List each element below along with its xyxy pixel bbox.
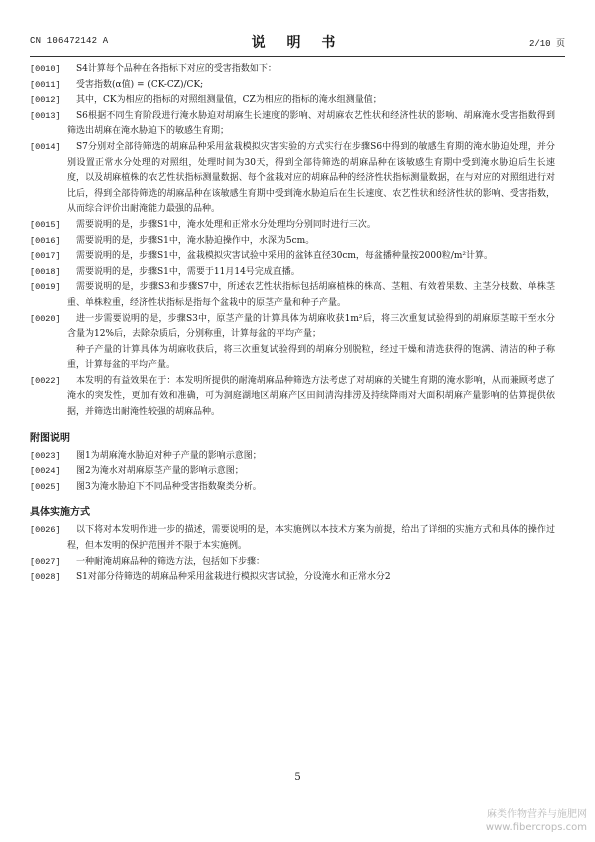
paragraph (30, 464, 555, 480)
figures-paragraphs (30, 449, 555, 496)
paragraph-text: 一种耐淹胡麻品种的筛选方法，包括如下步骤： (76, 556, 266, 567)
paragraph-number: [0016] (30, 235, 61, 246)
paragraph-text: 进一步需要说明的是，步骤S3中，原茎产量的计算具体为胡麻收获1m²后，将三次重复试验得到的胡麻原茎晾干至水分含量为12%后，去除杂质后，分别称重，计算每盆的平均产量； (67, 313, 555, 340)
paragraph-number: [0015] (30, 219, 61, 230)
document-body (30, 62, 555, 586)
paragraph-number: [0027] (30, 556, 61, 567)
paragraph-text: S1对部分待筛选的胡麻品种采用盆栽进行模拟灾害试验，分设淹水和正常水分2 (76, 572, 391, 583)
paragraph-text: S6根据不同生育阶段进行淹水胁迫对胡麻生长速度的影响、对胡麻农艺性状和经济性状的影响、胡麻淹水受害指数得到筛选出胡麻在淹水胁迫下的敏感生育期； (67, 110, 555, 137)
watermark (486, 808, 587, 834)
paragraph (30, 570, 555, 586)
document-title: 说 明 书 (251, 35, 344, 51)
page-number: 5 (294, 772, 301, 783)
paragraph-number: [0020] (30, 313, 61, 324)
paragraph-text: S4计算每个品种在各指标下对应的受害指数如下： (76, 64, 277, 74)
page-of-count: 2/10 页 (528, 39, 565, 49)
paragraph-text: 受害指数(α值) = (CK-CZ)/CK; (76, 79, 204, 90)
paragraph (30, 480, 555, 496)
document-number: CN 106472142 A (30, 36, 109, 46)
paragraph-text: 种子产量的计算具体为胡麻收获后，将三次重复试验得到的胡麻分别脱粒，经过干燥和清选获得的饱满、清洁的种子称重，计算每盆的平均产量。 (67, 344, 555, 371)
paragraph (30, 374, 555, 421)
paragraph-text: 需要说明的是，步骤S1中，淹水胁迫操作中，水深为5cm。 (76, 235, 315, 246)
paragraph (30, 249, 555, 265)
paragraph-number: [0017] (30, 251, 61, 262)
embodiment-paragraphs (30, 523, 555, 585)
main-paragraphs (30, 62, 555, 421)
paragraph-number (30, 343, 67, 374)
paragraph-number: [0022] (30, 375, 61, 386)
paragraph-text: 需要说明的是，步骤S3和步骤S7中，所述农艺性状指标包括胡麻植株的株高、茎粗、有效着果数、主茎分枝数、单株茎重、单株粒重，经济性状指标是指每个盆栽中的原茎产量和种子产量。 (67, 282, 555, 308)
paragraph-number: [0019] (30, 282, 61, 293)
paragraph-number: [0010] (30, 64, 61, 74)
paragraph (30, 109, 555, 140)
paragraph (30, 234, 555, 250)
paragraph-number: [0011] (30, 79, 61, 90)
header-rule (30, 56, 565, 57)
paragraph-text: 图3为淹水胁迫下不同品种受害指数聚类分析。 (76, 481, 262, 492)
paragraph-text: 图2为淹水对胡麻原茎产量的影响示意图； (76, 466, 244, 477)
paragraph (30, 265, 555, 281)
paragraph (30, 93, 555, 109)
paragraph-number: [0025] (30, 481, 61, 492)
paragraph (30, 140, 555, 218)
paragraph-number: [0014] (30, 141, 61, 152)
paragraph-number: [0023] (30, 450, 61, 461)
paragraph-number: [0018] (30, 266, 61, 277)
watermark-line2: www.fibercrops.com (485, 822, 587, 833)
paragraph (30, 312, 555, 343)
section-title-figures: 附图说明 (30, 432, 70, 444)
paragraph-text: 本发明的有益效果在于：本发明所提供的耐淹胡麻品种筛选方法考虑了对胡麻的关键生育期的淹水影响，从而兼顾考虑了淹水的突发性，更加有效和准确，可为洞庭湖地区胡麻产区田间清沟排涝及持续降雨对大面积胡麻产量影响的估算提供依据，并筛选出耐淹性较强的胡麻品种。 (67, 375, 555, 418)
paragraph (30, 523, 555, 554)
paragraph-number: [0012] (30, 95, 61, 106)
section-title-embodiment: 具体实施方式 (30, 507, 90, 519)
paragraph-number: [0013] (30, 110, 61, 121)
paragraph (30, 449, 555, 465)
paragraph (30, 62, 555, 78)
watermark-line1: 麻类作物营养与施肥网 (487, 809, 587, 820)
paragraph (30, 280, 555, 311)
page-header (30, 34, 565, 52)
paragraph-number: [0028] (30, 572, 61, 583)
paragraph (30, 78, 555, 94)
paragraph-text: 图1为胡麻淹水胁迫对种子产量的影响示意图； (76, 450, 262, 461)
paragraph (30, 555, 555, 571)
paragraph-text: 以下将对本发明作进一步的描述，需要说明的是，本实施例以本技术方案为前提，给出了详细的实施方式和具体的操作过程，但本发明的保护范围并不限于本实施例。 (67, 525, 555, 552)
paragraph-text: 需要说明的是，步骤S1中，需要于11月14号完成直播。 (76, 266, 300, 277)
paragraph (30, 218, 555, 234)
paragraph-number: [0026] (30, 525, 61, 536)
paragraph-text: S7分别对全部待筛选的胡麻品种采用盆栽模拟灾害实验的方式实行在步骤S6中得到的敏感生育期的淹水胁迫处理，并分别设置正常水分处理的对照组，处理时间为30天，得到全部待筛选的胡麻品种在该敏感生育期中受到淹水胁迫后生长速度，以及胡麻植株的农艺性状指标测量数据、每个盆栽对应的胡麻品种的经济性状指标测量数据，在与对应的对照组进行对比后，得到全部待筛选的胡麻品种在该敏感生育期中受到淹水胁迫后在生长速度、农艺性状和经济性状的影响、受害指数，从而综合评价出耐淹能力最强的品种。 (67, 141, 555, 215)
paragraph-text: 需要说明的是，步骤S1中，淹水处理和正常水分处理均分别同时进行三次。 (76, 219, 376, 230)
paragraph-text: 其中，CK为相应的指标的对照组测量值，CZ为相应的指标的淹水组测量值； (76, 95, 382, 106)
paragraph (30, 343, 555, 374)
paragraph-number: [0024] (30, 466, 61, 477)
paragraph-text: 需要说明的是，步骤S1中，盆栽模拟灾害试验中采用的盆钵直径30cm，每盆播种量按2000粒/m²计算。 (76, 251, 493, 262)
